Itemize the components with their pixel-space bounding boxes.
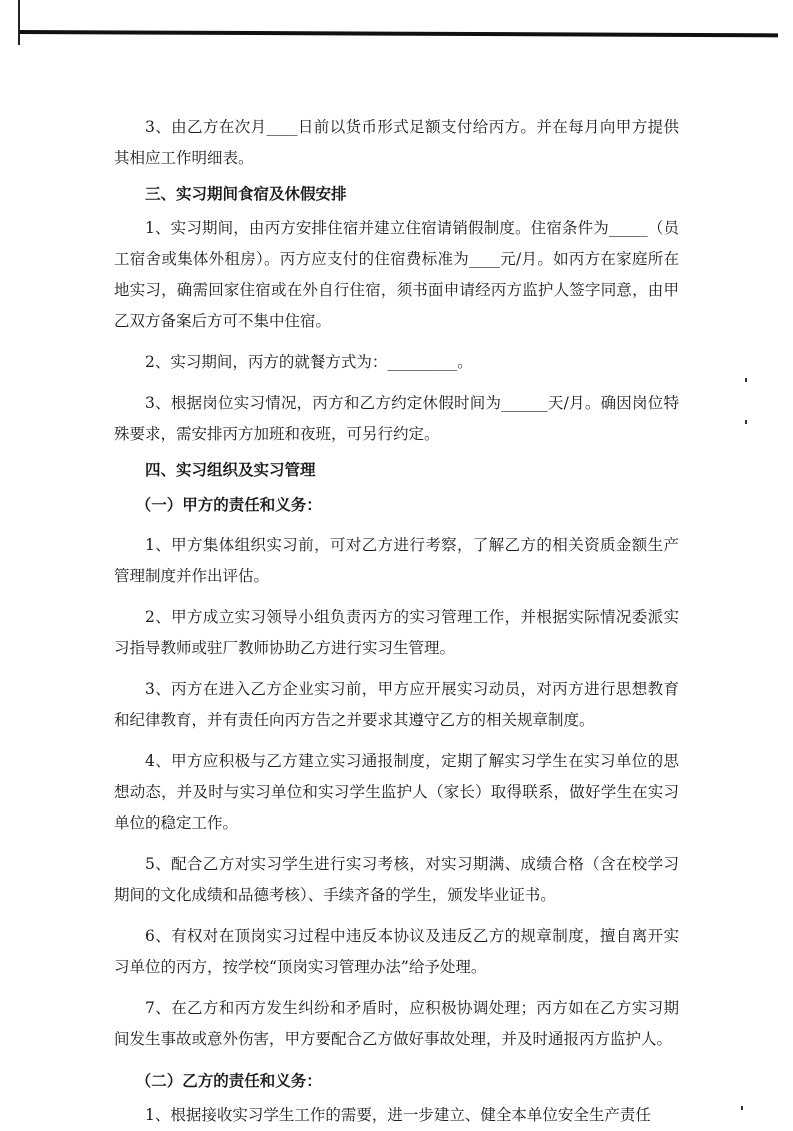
scan-border-left xyxy=(18,0,20,45)
paragraph: 1、根据接收实习学生工作的需要，进一步建立、健全本单位安全生产责任 xyxy=(145,1106,651,1124)
scan-speck xyxy=(745,420,747,424)
scan-border-top xyxy=(18,30,778,37)
paragraph: 2、甲方成立实习领导小组负责丙方的实习管理工作，并根据实际情况委派实习指导教师或驻厂教师协助乙方进行实习生管理。 xyxy=(114,608,679,657)
scan-speck xyxy=(741,1106,743,1110)
section-heading: 三、实习期间食宿及休假安排 xyxy=(145,184,347,203)
paragraph: 4、甲方应积极与乙方建立实习通报制度，定期了解实习学生在实习单位的思想动态，并及时与实习单位和实习学生监护人（家长）取得联系，做好学生在实习单位的稳定工作。 xyxy=(114,752,679,832)
paragraph: 3、由乙方在次月____日前以货币形式足额支付给丙方。并在每月向甲方提供其相应工作明细表。 xyxy=(114,118,679,167)
section-heading: 四、实习组织及实习管理 xyxy=(145,460,316,479)
scan-speck xyxy=(745,378,747,382)
subsection-heading: （二）乙方的责任和义务： xyxy=(135,1071,322,1090)
paragraph: 1、甲方集体组织实习前，可对乙方进行考察，了解乙方的相关资质金额生产管理制度并作出评估。 xyxy=(114,536,679,585)
paragraph: 5、配合乙方对实习学生进行实习考核，对实习期满、成绩合格（含在校学习期间的文化成绩和品德考核）、手续齐备的学生，颁发毕业证书。 xyxy=(114,855,679,904)
paragraph: 6、有权对在顶岗实习过程中违反本协议及违反乙方的规章制度，擅自离开实习单位的丙方，按学校“顶岗实习管理办法”给予处理。 xyxy=(114,927,679,976)
paragraph: 7、在乙方和丙方发生纠纷和矛盾时，应积极协调处理；丙方如在乙方实习期间发生事故或意外伤害，甲方要配合乙方做好事故处理，并及时通报丙方监护人。 xyxy=(114,999,679,1048)
paragraph: 3、根据岗位实习情况，丙方和乙方约定休假时间为______天/月。确因岗位特殊要求，需安排丙方加班和夜班，可另行约定。 xyxy=(114,394,679,443)
paragraph: 1、实习期间，由丙方安排住宿并建立住宿请销假制度。住宿条件为_____（员工宿舍或集体外租房）。丙方应支付的住宿费标准为____元/月。如丙方在家庭所在地实习，确需回家住宿或在外自行住宿，须书面申请经丙方监护人签字同意，由甲乙双方备案后方可不集中住宿。 xyxy=(114,219,679,330)
subsection-heading: （一）甲方的责任和义务： xyxy=(135,495,322,514)
paragraph: 3、丙方在进入乙方企业实习前，甲方应开展实习动员，对丙方进行思想教育和纪律教育，并有责任向丙方告之并要求其遵守乙方的相关规章制度。 xyxy=(114,680,679,729)
paragraph: 2、实习期间，丙方的就餐方式为：_________。 xyxy=(145,353,473,371)
document-body xyxy=(114,112,679,1131)
